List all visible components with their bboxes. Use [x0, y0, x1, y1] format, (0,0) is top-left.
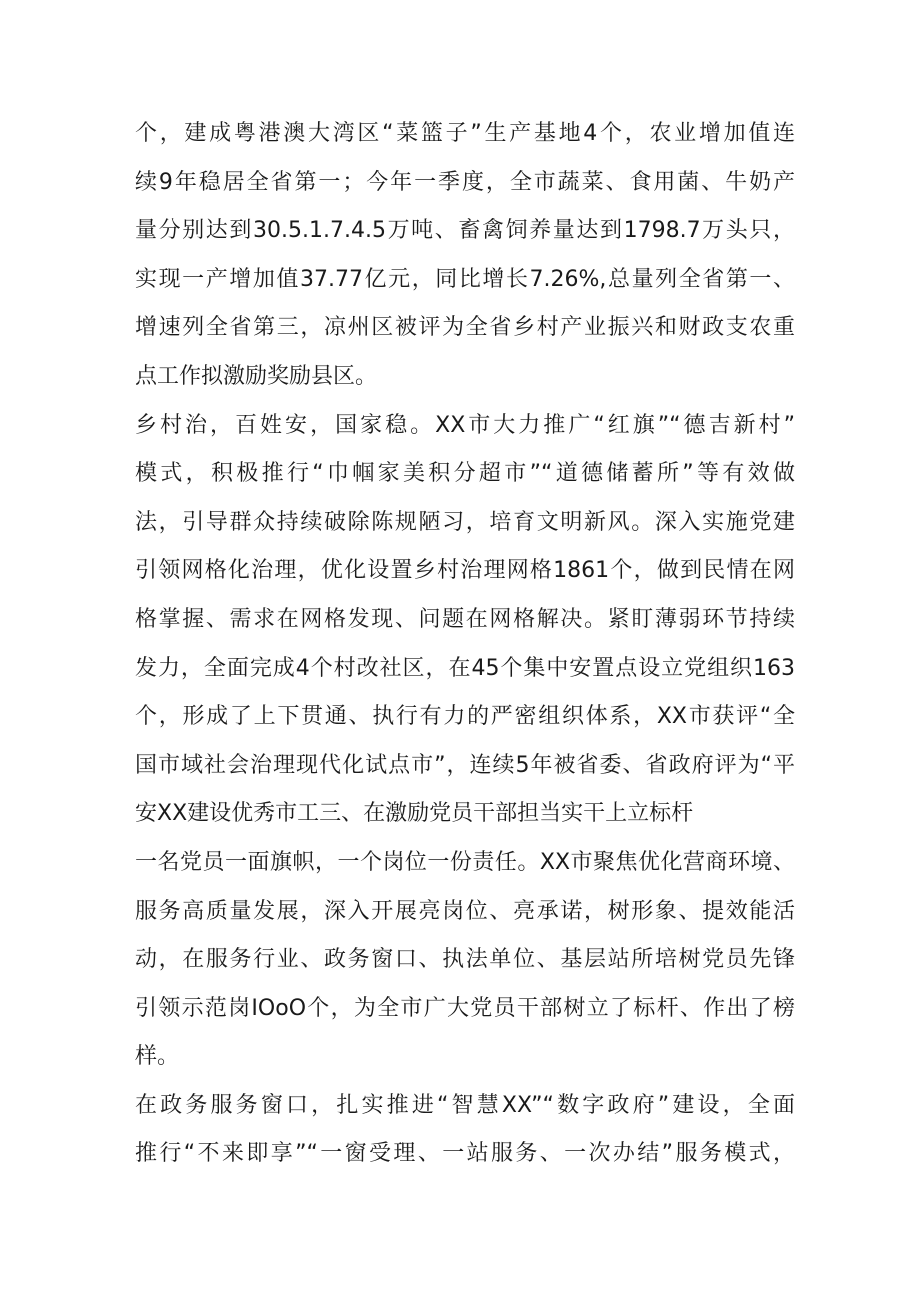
- text-line: 实现一产增加值37.77亿元，同比增长7.26%,总量列全省第一、: [135, 266, 795, 292]
- text-line: 一名党员一面旗帜，一个岗位一份责任。XX市聚焦优化营商环境、: [135, 849, 795, 875]
- text-line: 引领网格化治理，优化设置乡村治理网格1861个，做到民情在网: [135, 558, 795, 584]
- text-line: 格掌握、需求在网格发现、问题在网格解决。紧盯薄弱环节持续: [135, 606, 795, 632]
- text-line: 推行“不来即享”“一窗受理、一站服务、一次办结”服务模式，: [135, 1141, 795, 1167]
- text-line: 动，在服务行业、政务窗口、执法单位、基层站所培树党员先锋: [135, 947, 795, 973]
- text-line: 乡村治，百姓安，国家稳。XX市大力推广“红旗”“德吉新村”: [135, 412, 795, 438]
- text-line: 量分别达到30.5.1.7.4.5万吨、畜禽饲养量达到1798.7万头只，: [135, 218, 795, 244]
- text-line: 续9年稳居全省第一；今年一季度，全市蔬菜、食用菌、牛奶产: [135, 169, 795, 195]
- text-line: 个，形成了上下贯通、执行有力的严密组织体系，XX市获评“全: [135, 704, 795, 730]
- text-line: 增速列全省第三，凉州区被评为全省乡村产业振兴和财政支农重: [135, 315, 795, 341]
- text-line: 服务高质量发展，深入开展亮岗位、亮承诺，树形象、提效能活: [135, 898, 795, 924]
- text-line: 国市域社会治理现代化试点市”，连续5年被省委、省政府评为“平: [135, 752, 795, 778]
- document-body: [135, 110, 795, 1179]
- text-line: 发力，全面完成4个村改社区，在45个集中安置点设立党组织163: [135, 655, 795, 681]
- text-line: 模式，积极推行“巾帼家美积分超市”“道德储蓄所”等有效做: [135, 461, 795, 487]
- text-line: 安XX建设优秀市工三、在激励党员干部担当实干上立标杆: [135, 801, 694, 827]
- text-line: 样。: [135, 1044, 180, 1070]
- text-line: 引领示范岗IOoO个，为全市广大党员干部树立了标杆、作出了榜: [135, 995, 795, 1021]
- text-line: 点工作拟激励奖励县区。: [135, 363, 378, 389]
- text-line: 法，引导群众持续破除陈规陋习，培育文明新风。深入实施党建: [135, 509, 795, 535]
- text-line: 在政务服务窗口，扎实推进“智慧XX”“数字政府”建设，全面: [135, 1092, 795, 1118]
- text-line: 个，建成粤港澳大湾区“菜篮子”生产基地4个，农业增加值连: [135, 121, 795, 146]
